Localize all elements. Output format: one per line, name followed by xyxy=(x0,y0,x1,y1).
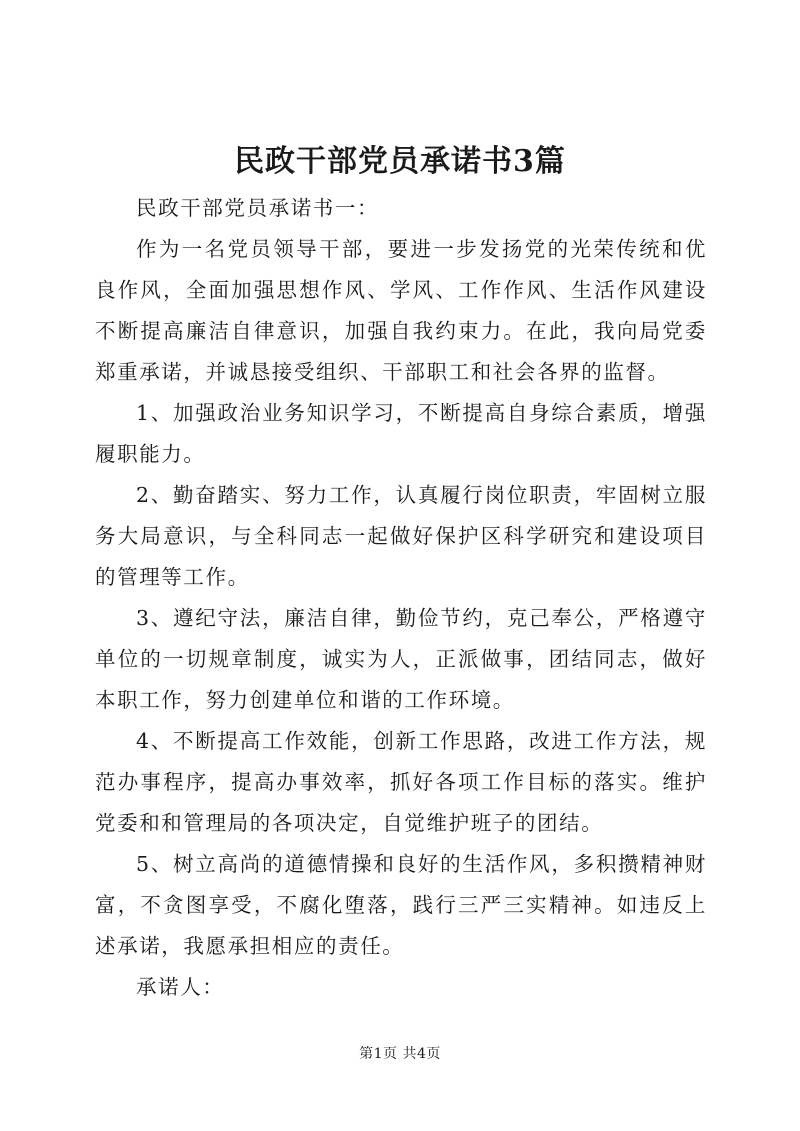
signature-line: 承诺人： xyxy=(136,975,225,999)
section-heading: 民政干部党员承诺书一： xyxy=(136,196,380,220)
pledge-item-3: 3、遵纪守法，廉洁自律，勤俭节约，克己奉公，严格遵守单位的一切规章制度，诚实为人，正派做事，团结同志，做好本职工作，努力创建单位和谐的工作环境。 xyxy=(95,606,707,712)
intro-paragraph: 作为一名党员领导干部，要进一步发扬党的光荣传统和优良作风，全面加强思想作风、学风、工作作风、生活作风建设不断提高廉洁自律意识，加强自我约束力。在此，我向局党委郑重承诺，并诚恳接受组织、干部职工和社会各界的监督。 xyxy=(95,237,707,384)
pledge-item-1: 1、加强政治业务知识学习，不断提高自身综合素质，增强履职能力。 xyxy=(95,401,707,466)
document-title: 民政干部党员承诺书3篇 xyxy=(234,144,566,179)
page-number-footer: 第1页 共4页 xyxy=(359,1046,441,1062)
document-body xyxy=(95,188,707,1008)
pledge-item-5: 5、树立高尚的道德情操和良好的生活作风，多积攒精神财富，不贪图享受，不腐化堕落，践行三严三实精神。如违反上述承诺，我愿承担相应的责任。 xyxy=(95,852,707,958)
pledge-item-2: 2、勤奋踏实、努力工作，认真履行岗位职责，牢固树立服务大局意识，与全科同志一起做好保护区科学研究和建设项目的管理等工作。 xyxy=(95,483,707,589)
pledge-item-4: 4、不断提高工作效能，创新工作思路，改进工作方法，规范办事程序，提高办事效率，抓好各项工作目标的落实。维护党委和和管理局的各项决定，自觉维护班子的团结。 xyxy=(95,729,707,835)
